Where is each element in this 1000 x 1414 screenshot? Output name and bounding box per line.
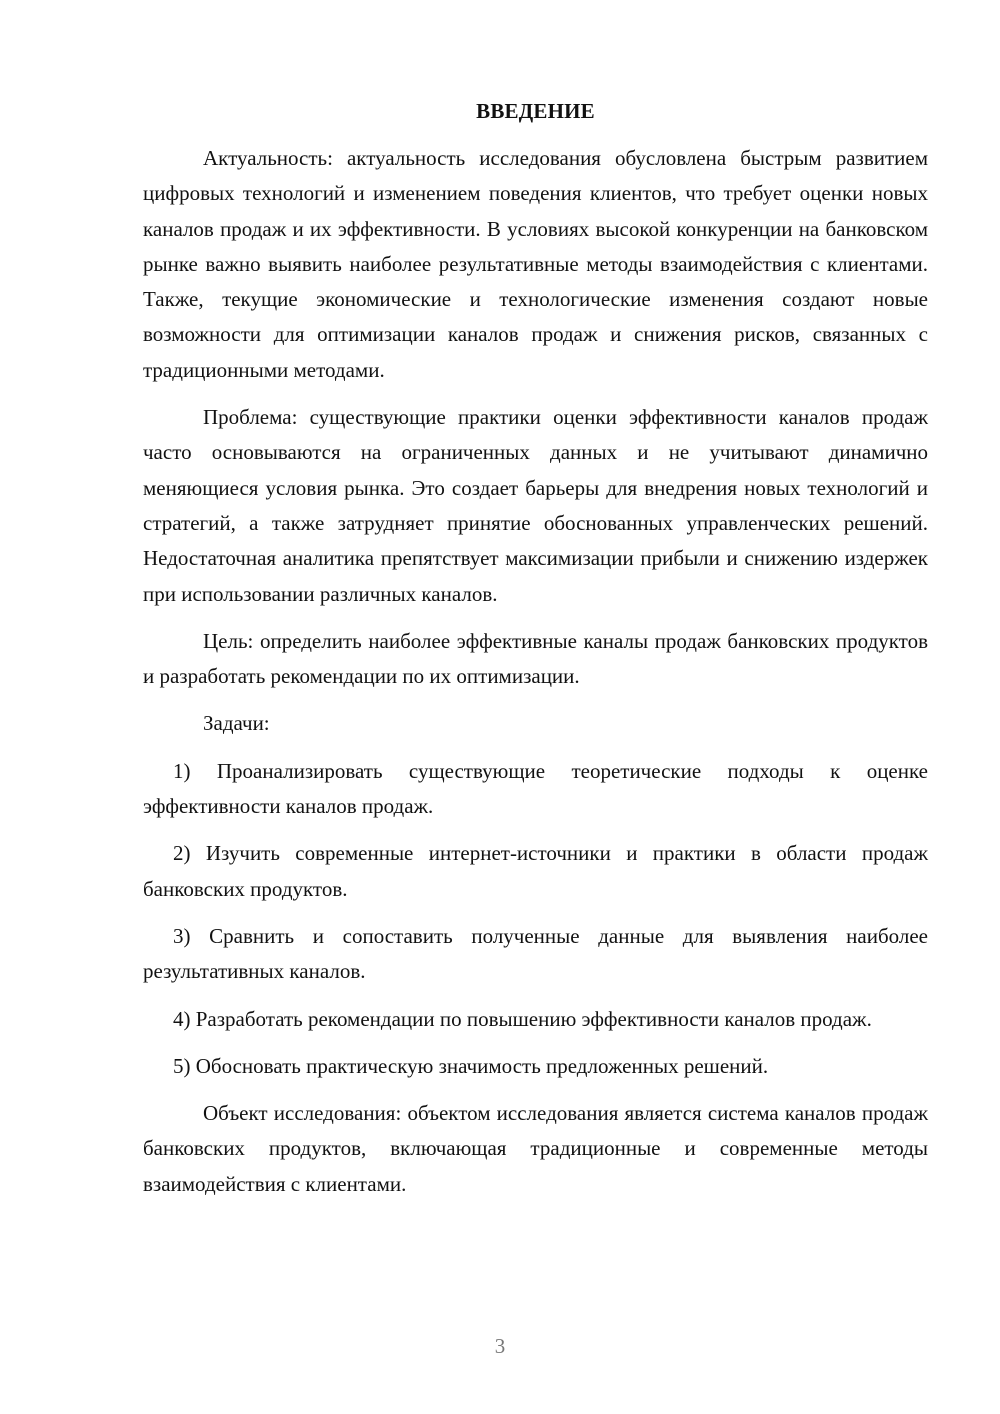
page-content [143, 94, 928, 1202]
paragraph-goal: Цель: определить наиболее эффективные каналы продаж банковских продуктов и разработать рекомендации по их оптимизации. [143, 628, 928, 689]
paragraph-tasks-heading: Задачи: [203, 711, 270, 736]
paragraph-problem: Проблема: существующие практики оценки эффективности каналов продаж часто основываются на ограниченных данных и не учитывают динамично меняющиеся условия рынка. Это создает барьеры для внедрения новых технологий и стратегий, а также затрудняет принятие обоснованных управленческих решений. Недостаточная аналитика препятствует максимизации прибыли и снижению издержек при использовании различных каналов. [143, 405, 928, 606]
task-item-2: 2) Изучить современные интернет-источники и практики в области продаж банковских продуктов. [143, 841, 928, 901]
page-title: ВВЕДЕНИЕ [476, 99, 595, 123]
paragraph-research-object: Объект исследования: объектом исследования является система каналов продаж банковских продуктов, включающая традиционные и современные методы взаимодействия с клиентами. [143, 1101, 928, 1196]
task-item-5: 5) Обосновать практическую значимость предложенных решений. [173, 1053, 769, 1078]
paragraph-relevance: Актуальность: актуальность исследования обусловлена быстрым развитием цифровых технологий и изменением поведения клиентов, что требует оценки новых каналов продаж и их эффективности. В условиях высокой конкуренции на банковском рынке важно выявить наиболее результативные методы взаимодействия с клиентами. Также, текущие экономические и технологические изменения создают новые возможности для оптимизации каналов продаж и снижения рисков, связанных с традиционными методами. [143, 146, 928, 382]
task-item-3: 3) Сравнить и сопоставить полученные данные для выявления наиболее результативных каналов. [143, 923, 928, 984]
tasks-list [143, 754, 928, 1084]
page-number: 3 [494, 1334, 506, 1358]
task-item-1: 1) Проанализировать существующие теоретические подходы к оценке эффективности каналов продаж. [143, 758, 928, 819]
task-item-4: 4) Разработать рекомендации по повышению эффективности каналов продаж. [173, 1006, 872, 1031]
